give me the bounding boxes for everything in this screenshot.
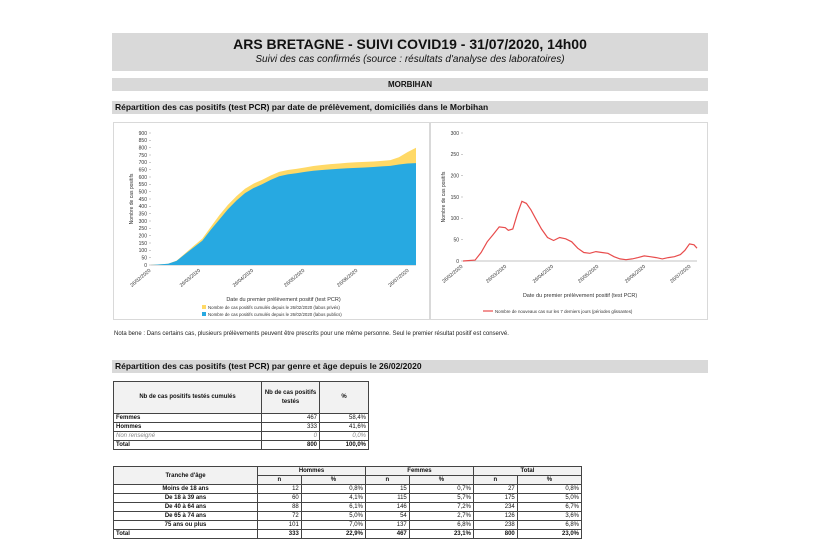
y-tick-label: 0 bbox=[456, 258, 459, 265]
y-tick-label: 500 bbox=[138, 189, 147, 196]
table-cell: 234 bbox=[473, 503, 517, 512]
row-label: Moins de 18 ans bbox=[114, 485, 258, 494]
table-cell: 0 bbox=[262, 432, 320, 441]
y-tick-label: 900 bbox=[138, 130, 147, 137]
section2-title: Répartition des cas positifs (test PCR) par genre et âge depuis le 26/02/2020 bbox=[112, 360, 708, 373]
age-table bbox=[113, 466, 582, 539]
y-tick-label: 100 bbox=[450, 216, 459, 223]
row-label: Non renseigné bbox=[114, 432, 262, 441]
table-cell: 72 bbox=[258, 512, 302, 521]
x-tick-label: 26/02/2020 bbox=[441, 263, 465, 285]
table-cell: 12 bbox=[258, 485, 302, 494]
x-tick-label: 26/03/2020 bbox=[485, 263, 509, 285]
cumulative-chart-panel bbox=[113, 122, 430, 320]
report-title: ARS BRETAGNE - SUIVI COVID19 - 31/07/2020, 14h00 bbox=[233, 36, 587, 52]
table-cell: 6,8% bbox=[409, 521, 473, 530]
y-tick-label: 50 bbox=[141, 255, 147, 262]
row-label: De 18 à 39 ans bbox=[114, 494, 258, 503]
legend-label: Nombre de cas positifs cumulés depuis le 26/02/2020 (labos privés) bbox=[208, 305, 340, 310]
table-cell: 15 bbox=[365, 485, 409, 494]
table-cell: 467 bbox=[262, 414, 320, 423]
table-cell: 7,2% bbox=[409, 503, 473, 512]
y-tick-label: 50 bbox=[453, 237, 459, 244]
table-row bbox=[114, 503, 582, 512]
y-tick-label: 800 bbox=[138, 145, 147, 152]
sub-n: n bbox=[258, 476, 302, 485]
x-tick-label: 26/07/2020 bbox=[387, 267, 411, 289]
y-tick-label: 250 bbox=[138, 226, 147, 233]
table-row bbox=[114, 494, 582, 503]
table-cell: 146 bbox=[365, 503, 409, 512]
table-row bbox=[114, 521, 582, 530]
table-row bbox=[114, 414, 369, 423]
table-cell: 7,0% bbox=[301, 521, 365, 530]
x-tick-label: 26/07/2020 bbox=[669, 263, 693, 285]
x-tick-label: 26/02/2020 bbox=[129, 267, 153, 289]
y-tick-label: 350 bbox=[138, 211, 147, 218]
table-cell: 22,9% bbox=[301, 530, 365, 539]
men-group-header: Hommes bbox=[258, 467, 366, 476]
weekly-chart-panel bbox=[430, 122, 708, 320]
x-tick-label: 26/04/2020 bbox=[231, 267, 255, 289]
y-axis-title: Nombre de cas positifs bbox=[129, 173, 135, 225]
legend-swatch bbox=[202, 305, 206, 309]
sub-n: n bbox=[365, 476, 409, 485]
row-label: Total bbox=[114, 441, 262, 450]
table-cell: 88 bbox=[258, 503, 302, 512]
table-cell: 60 bbox=[258, 494, 302, 503]
table-row bbox=[114, 530, 582, 539]
table-cell: 800 bbox=[262, 441, 320, 450]
y-axis-title: Nombre de cas positifs bbox=[441, 171, 447, 223]
sub-pct: % bbox=[517, 476, 581, 485]
table-cell: 2,7% bbox=[409, 512, 473, 521]
table-cell: 41,6% bbox=[320, 423, 369, 432]
gender-table bbox=[113, 381, 369, 450]
department-label: MORBIHAN bbox=[112, 78, 708, 91]
y-tick-label: 450 bbox=[138, 196, 147, 203]
table-cell: 0,8% bbox=[517, 485, 581, 494]
table-cell: 0,8% bbox=[301, 485, 365, 494]
row-label: Femmes bbox=[114, 414, 262, 423]
table-cell: 0,7% bbox=[409, 485, 473, 494]
section1-title: Répartition des cas positifs (test PCR) par date de prélèvement, domiciliés dans le Morbihan bbox=[112, 101, 708, 114]
y-tick-label: 850 bbox=[138, 138, 147, 145]
table-cell: 115 bbox=[365, 494, 409, 503]
sub-pct: % bbox=[301, 476, 365, 485]
table-cell: 137 bbox=[365, 521, 409, 530]
y-tick-label: 100 bbox=[138, 248, 147, 255]
total-group-header: Total bbox=[473, 467, 581, 476]
y-tick-label: 200 bbox=[138, 233, 147, 240]
legend-label: Nombre de cas positifs cumulés depuis le 26/02/2020 (labos publics) bbox=[208, 312, 342, 317]
x-tick-label: 26/05/2020 bbox=[283, 267, 307, 289]
table-cell: 5,7% bbox=[409, 494, 473, 503]
age-table-header-row1 bbox=[114, 467, 582, 476]
x-tick-label: 26/06/2020 bbox=[623, 263, 647, 285]
table-cell: 101 bbox=[258, 521, 302, 530]
table-cell: 333 bbox=[258, 530, 302, 539]
table-cell: 23,1% bbox=[409, 530, 473, 539]
y-tick-label: 0 bbox=[144, 262, 147, 269]
report-subtitle: Suivi des cas confirmés (source : résultats d'analyse des laboratoires) bbox=[255, 54, 565, 65]
y-tick-label: 750 bbox=[138, 152, 147, 159]
table-cell: 54 bbox=[365, 512, 409, 521]
table-cell: 6,8% bbox=[517, 521, 581, 530]
age-col-header: Tranche d'âge bbox=[114, 467, 258, 485]
pct-col-header: % bbox=[320, 382, 369, 414]
table-cell: 467 bbox=[365, 530, 409, 539]
x-tick-label: 26/03/2020 bbox=[178, 267, 202, 289]
table-cell: 3,6% bbox=[517, 512, 581, 521]
sub-pct: % bbox=[409, 476, 473, 485]
row-label: 75 ans ou plus bbox=[114, 521, 258, 530]
x-tick-label: 26/04/2020 bbox=[531, 263, 555, 285]
y-tick-label: 550 bbox=[138, 182, 147, 189]
x-tick-label: 26/06/2020 bbox=[336, 267, 360, 289]
table-cell: 100,0% bbox=[320, 441, 369, 450]
nota-bene: Nota bene : Dans certains cas, plusieurs prélèvements peuvent être prescrits pour une même personne. Seul le premier résultat positif est conservé. bbox=[114, 331, 509, 337]
row-label: De 40 à 64 ans bbox=[114, 503, 258, 512]
table-cell: 175 bbox=[473, 494, 517, 503]
cumulative-area-chart bbox=[114, 123, 429, 319]
table-cell: 333 bbox=[262, 423, 320, 432]
y-tick-label: 650 bbox=[138, 167, 147, 174]
table-row bbox=[114, 432, 369, 441]
count-col-header: Nb de cas positifs testés bbox=[262, 382, 320, 414]
y-tick-label: 400 bbox=[138, 204, 147, 211]
table-cell: 58,4% bbox=[320, 414, 369, 423]
legend-label: Nombre de nouveaux cas sur les 7 derniers jours (périodes glissantes) bbox=[495, 309, 633, 314]
y-tick-label: 300 bbox=[138, 218, 147, 225]
sub-n: n bbox=[473, 476, 517, 485]
row-label: Hommes bbox=[114, 423, 262, 432]
gender-table-header bbox=[114, 382, 369, 414]
series-area-1 bbox=[151, 163, 416, 265]
y-tick-label: 150 bbox=[138, 240, 147, 247]
x-axis-title: Date du premier prélèvement positif (test PCR) bbox=[226, 297, 341, 303]
y-tick-label: 600 bbox=[138, 174, 147, 181]
table-row bbox=[114, 485, 582, 494]
y-tick-label: 700 bbox=[138, 160, 147, 167]
row-label: De 65 à 74 ans bbox=[114, 512, 258, 521]
y-tick-label: 250 bbox=[450, 152, 459, 159]
women-group-header: Femmes bbox=[365, 467, 473, 476]
legend-swatch bbox=[202, 312, 206, 316]
table-cell: 0,0% bbox=[320, 432, 369, 441]
table-cell: 4,1% bbox=[301, 494, 365, 503]
table-row bbox=[114, 423, 369, 432]
table-row bbox=[114, 512, 582, 521]
table-cell: 800 bbox=[473, 530, 517, 539]
series-line-0 bbox=[463, 201, 697, 261]
table-cell: 27 bbox=[473, 485, 517, 494]
table-cell: 5,0% bbox=[301, 512, 365, 521]
weekly-line-chart bbox=[431, 123, 707, 319]
table-cell: 6,7% bbox=[517, 503, 581, 512]
x-axis-title: Date du premier prélèvement positif (test PCR) bbox=[522, 293, 638, 299]
y-tick-label: 300 bbox=[450, 130, 459, 137]
table-row bbox=[114, 441, 369, 450]
report-header bbox=[112, 33, 708, 71]
table-cell: 23,0% bbox=[517, 530, 581, 539]
table-cell: 126 bbox=[473, 512, 517, 521]
x-tick-label: 26/05/2020 bbox=[577, 263, 601, 285]
row-label: Total bbox=[114, 530, 258, 539]
table-cell: 5,0% bbox=[517, 494, 581, 503]
gender-col-header: Nb de cas positifs testés cumulés bbox=[114, 382, 262, 414]
table-cell: 6,1% bbox=[301, 503, 365, 512]
table-cell: 238 bbox=[473, 521, 517, 530]
y-tick-label: 150 bbox=[450, 194, 459, 201]
y-tick-label: 200 bbox=[450, 173, 459, 180]
